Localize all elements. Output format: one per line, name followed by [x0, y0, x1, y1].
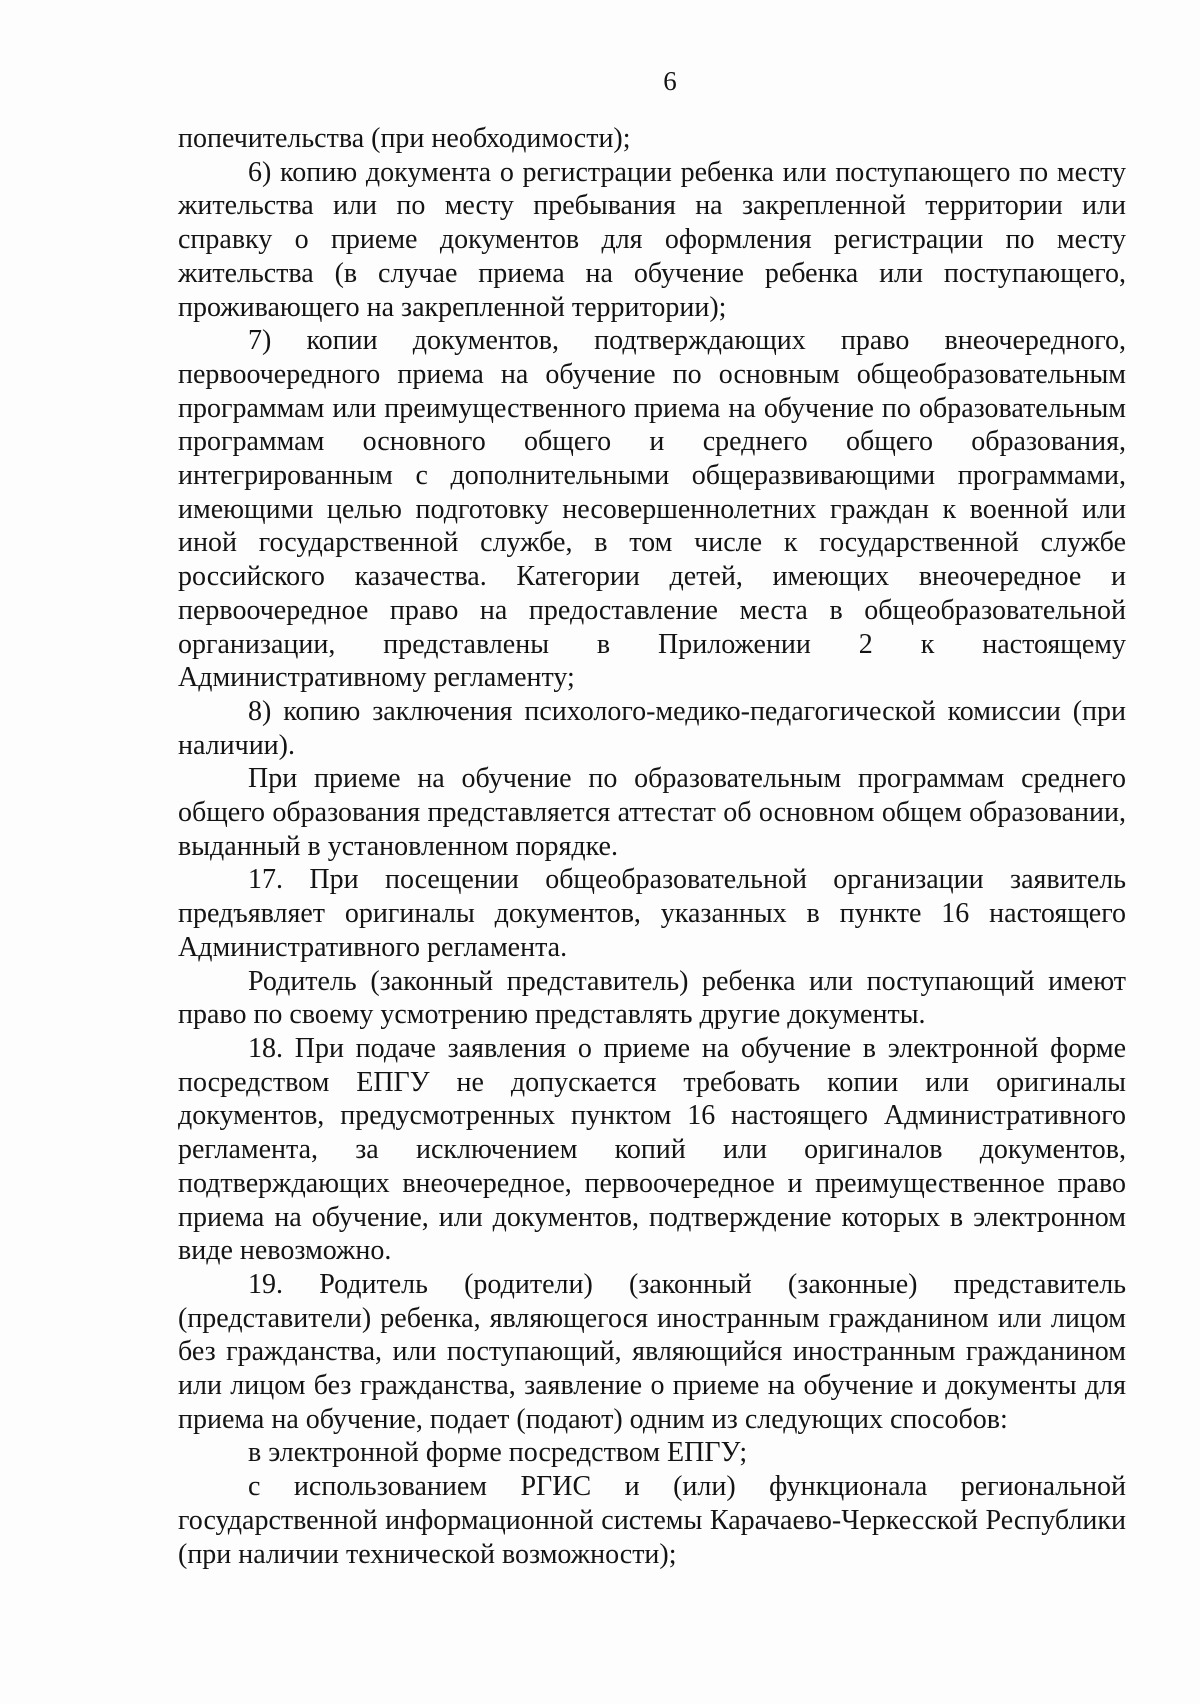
paragraph-continuation: попечительства (при необходимости);	[178, 123, 631, 154]
paragraph-method-rgis: с использованием РГИС и (или) функционала региональной государственной информационной системы Карачаево-Черкесской Республики (при наличии технической возможности);	[178, 1471, 1126, 1570]
paragraph-item-7: 7) копии документов, подтверждающих право внеочередного, первоочередного приема на обучение по основным общеобразовательным программам или преимущественного приема на обучение по образовательным программам основного общего и среднего общего образования, интегрированным с дополнительными общеразвивающими программами, имеющими целью подготовку несовершеннолетних граждан к военной или иной государственной службе, в том числе к государственной службе российского казачества. Категории детей, имеющих внеочередное и первоочередное право на предоставление места в общеобразовательной организации, представлены в Приложении 2 к настоящему Административному регламенту;	[178, 325, 1126, 694]
page-number: 6	[663, 66, 677, 96]
paragraph-clause-17: 17. При посещении общеобразовательной организации заявитель предъявляет оригиналы документов, указанных в пункте 16 настоящего Административного регламента.	[178, 864, 1126, 963]
paragraph-method-epgu: в электронной форме посредством ЕПГУ;	[248, 1437, 748, 1469]
paragraph-parent-rights: Родитель (законный представитель) ребенка или поступающий имеют право по своему усмотрению представлять другие документы.	[178, 965, 1126, 1031]
document-body	[178, 122, 1126, 1571]
paragraph-secondary-education: При приеме на обучение по образовательным программам среднего общего образования представляется аттестат об основном общем образовании, выданный в установленном порядке.	[178, 763, 1126, 862]
paragraph-clause-18: 18. При подаче заявления о приеме на обучение в электронной форме посредством ЕПГУ не допускается требовать копии или оригиналы документов, предусмотренных пунктом 16 настоящего Административного регламента, за исключением копий или оригиналов документов, подтверждающих внеочередное, первоочередное и преимущественное право приема на обучение, или документов, подтверждение которых в электронном виде невозможно.	[178, 1032, 1126, 1267]
paragraph-clause-19: 19. Родитель (родители) (законный (законные) представитель (представители) ребенка, являющегося иностранным гражданином или лицом без гражданства, или поступающий, являющийся иностранным гражданином или лицом без гражданства, заявление о приеме на обучение и документы для приема на обучение, подает (подают) одним из следующих способов:	[178, 1268, 1126, 1435]
paragraph-item-8: 8) копию заключения психолого-медико-педагогической комиссии (при наличии).	[178, 695, 1126, 761]
paragraph-item-6: 6) копию документа о регистрации ребенка или поступающего по месту жительства или по месту пребывания на закрепленной территории или справку о приеме документов для оформления регистрации по месту жительства (в случае приема на обучение ребенка или поступающего, проживающего на закрепленной территории);	[178, 156, 1126, 323]
